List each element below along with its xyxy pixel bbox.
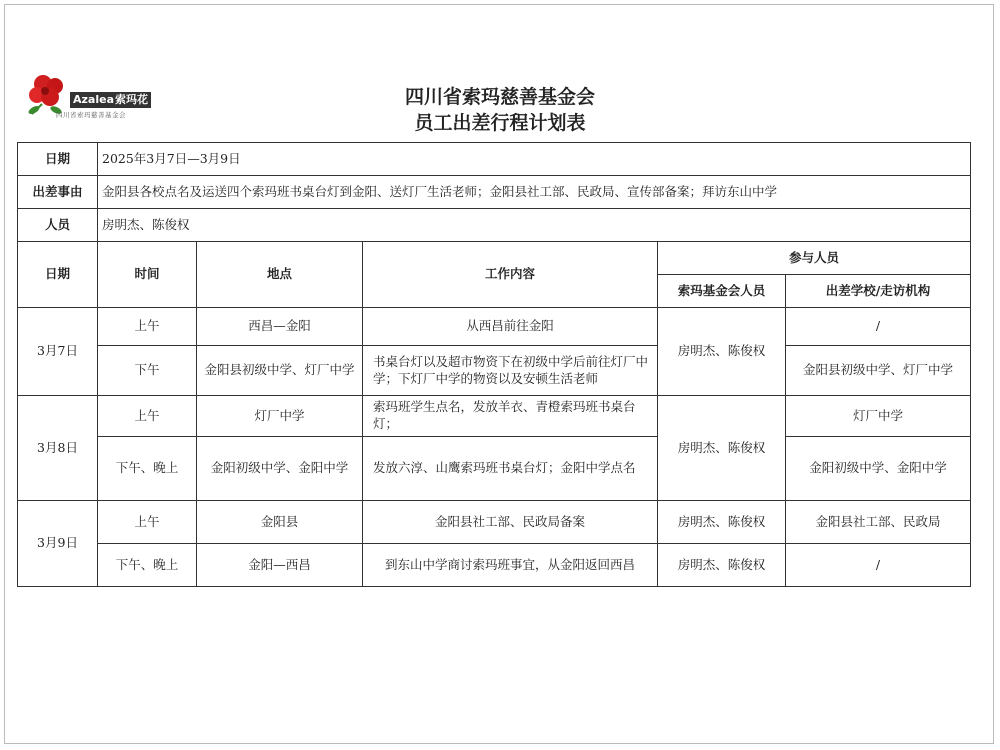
row-work: 索玛班学生点名，发放羊衣、青橙索玛班书桌台灯； (363, 396, 658, 437)
header-participants: 参与人员 (658, 242, 971, 275)
row-work: 到东山中学商讨索玛班事宜，从金阳返回西昌 (363, 544, 658, 587)
row-work: 发放六淳、山鹰索玛班书桌台灯；金阳中学点名 (363, 437, 658, 501)
logo-brand-en: Azalea (73, 93, 114, 106)
table-row (18, 396, 971, 437)
logo-subtitle: 四川省索玛慈善基金会 (56, 111, 126, 119)
row-time: 下午、晚上 (98, 437, 197, 501)
table-row (18, 308, 971, 346)
row-place: 西昌—金阳 (197, 308, 363, 346)
row-staff: 房明杰、陈俊权 (658, 396, 786, 501)
logo-brand-cn: 索玛花 (115, 93, 148, 106)
day-date: 3月8日 (18, 396, 98, 501)
row-org: / (786, 544, 971, 587)
row-place: 金阳县初级中学、灯厂中学 (197, 346, 363, 396)
row-place: 灯厂中学 (197, 396, 363, 437)
people-label: 人员 (18, 209, 98, 242)
row-time: 上午 (98, 501, 197, 544)
row-place: 金阳县 (197, 501, 363, 544)
row-staff: 房明杰、陈俊权 (658, 501, 786, 544)
row-staff: 房明杰、陈俊权 (658, 308, 786, 396)
row-place: 金阳—西昌 (197, 544, 363, 587)
date-value: 2025年3月7日—3月9日 (98, 143, 971, 176)
day-date: 3月9日 (18, 501, 98, 587)
row-org: 灯厂中学 (786, 396, 971, 437)
row-org: 金阳初级中学、金阳中学 (786, 437, 971, 501)
document-title: 四川省索玛慈善基金会 (404, 86, 595, 108)
row-work: 从西昌前往金阳 (363, 308, 658, 346)
header-foundation-staff: 索玛基金会人员 (658, 275, 786, 308)
row-work: 金阳县社工部、民政局备案 (363, 501, 658, 544)
table-row (18, 501, 971, 544)
reason-label: 出差事由 (18, 176, 98, 209)
row-time: 上午 (98, 308, 197, 346)
row-staff: 房明杰、陈俊权 (658, 544, 786, 587)
info-row-date (18, 143, 971, 176)
table-row (18, 437, 971, 501)
row-time: 下午、晚上 (98, 544, 197, 587)
info-row-people (18, 209, 971, 242)
table-row (18, 544, 971, 587)
row-org: / (786, 308, 971, 346)
row-place: 金阳初级中学、金阳中学 (197, 437, 363, 501)
date-label: 日期 (18, 143, 98, 176)
document-subtitle: 员工出差行程计划表 (414, 112, 586, 134)
row-time: 下午 (98, 346, 197, 396)
people-value: 房明杰、陈俊权 (98, 209, 971, 242)
row-org: 金阳县初级中学、灯厂中学 (786, 346, 971, 396)
itinerary-table (17, 142, 971, 587)
header-place: 地点 (197, 242, 363, 308)
row-org: 金阳县社工部、民政局 (786, 501, 971, 544)
table-row (18, 346, 971, 396)
day-date: 3月7日 (18, 308, 98, 396)
reason-value: 金阳县各校点名及运送四个索玛班书桌台灯到金阳、送灯厂生活老师；金阳县社工部、民政局、宣传部备案；拜访东山中学 (98, 176, 971, 209)
header-work: 工作内容 (363, 242, 658, 308)
info-row-reason (18, 176, 971, 209)
row-time: 上午 (98, 396, 197, 437)
header-school-org: 出差学校/走访机构 (786, 275, 971, 308)
row-work: 书桌台灯以及超市物资下在初级中学后前往灯厂中学；下灯厂中学的物资以及安顿生活老师 (363, 346, 658, 396)
header-time: 时间 (98, 242, 197, 308)
header-row-1 (18, 242, 971, 275)
header-date: 日期 (18, 242, 98, 308)
